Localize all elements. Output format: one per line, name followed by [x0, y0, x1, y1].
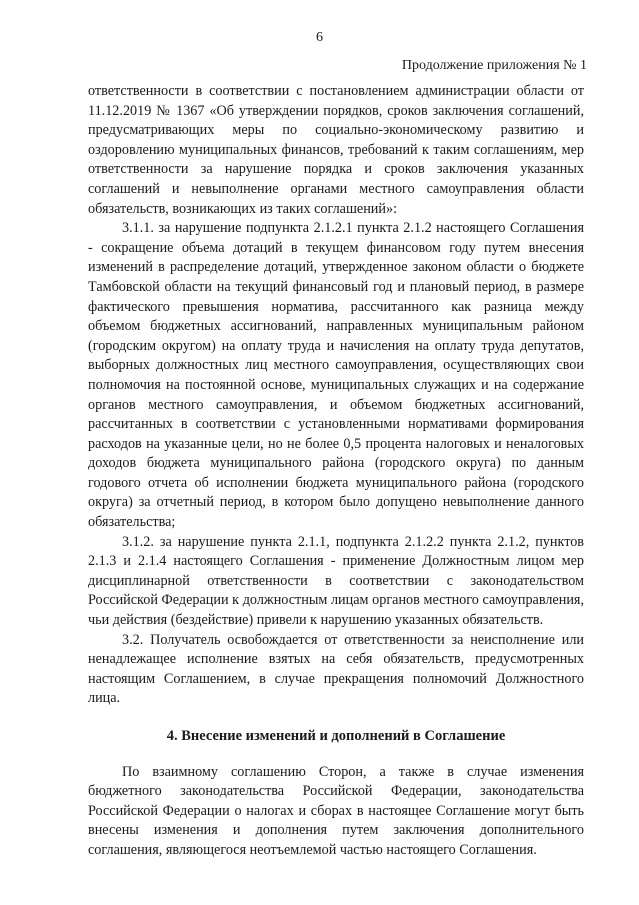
appendix-continuation-note: Продолжение приложения № 1 [401, 58, 587, 73]
paragraph-3-2: 3.2. Получатель освобождается от ответственности за неисполнение или ненадлежащее исполнение взятых на себя обязательств, предусмотренных настоящим Соглашением, в случае прекращения полномочий Должностного лица. [88, 631, 584, 707]
paragraph-section-4: По взаимному соглашению Сторон, а также в случае изменения бюджетного законодательства Российской Федерации, законодательства Российской Федерации о налогах и сборах в настоящее Соглашение могут быть внесены изменения и дополнения путем заключения дополнительного соглашения, являющегося неотъемлемой частью настоящего Соглашения. [88, 763, 584, 858]
document-body [88, 82, 584, 861]
section-4-title: 4. Внесение изменений и дополнений в Соглашение [166, 728, 506, 744]
paragraph-3-1-1: 3.1.1. за нарушение подпункта 2.1.2.1 пункта 2.1.2 настоящего Соглашения - сокращение объема дотаций в текущем финансовом году путем внесения изменений в распределение дотаций, утвержденное законом области о бюджете Тамбовской области на текущий финансовый год и плановый период, в размере фактического превышения норматива, рассчитанного как разница между объемом бюджетных ассигнований, направленных муниципальным районом (городским округом) на оплату труда и начисления на оплату труда депутатов, выборных должностных лиц местного самоуправления, осуществляющих свои полномочия на постоянной основе, муниципальных служащих и на содержание органов местного самоуправления, и объемом бюджетных ассигнований, рассчитанных в соответствии с установленными нормативами формирования расходов на указанные цели, но не более 0,5 процента налоговых и неналоговых доходов бюджета муниципального района (городского округа) по данным годового отчета об исполнении бюджета муниципального района (городского округа) за отчетный период, в котором было допущено невыполнение данного обязательства; [88, 220, 584, 531]
page-number: 6 [316, 30, 323, 45]
paragraph-3-1-2: 3.1.2. за нарушение пункта 2.1.1, подпункта 2.1.2.2 пункта 2.1.2, пунктов 2.1.3 и 2.1.4 настоящего Соглашения - применение Должностным лицом мер дисциплинарной ответственности в соответствии с законодательством Российской Федерации к должностным лицам органов местного самоуправления, чьи действия (бездействие) привели к нарушению указанных обязательств. [88, 533, 584, 629]
paragraph-responsibility-basis: ответственности в соответствии с постановлением администрации области от 11.12.2019 № 1367 «Об утверждении порядков, сроков заключения соглашений, предусматривающих меры по социально-экономическому развитию и оздоровлению муниципальных финансов, требований к таким соглашениям, мер ответственности за нарушение порядка и сроков заключения указанных соглашений и невыполнение органами местного самоуправления области обязательств, возникающих из таких соглашений»: [88, 83, 584, 217]
